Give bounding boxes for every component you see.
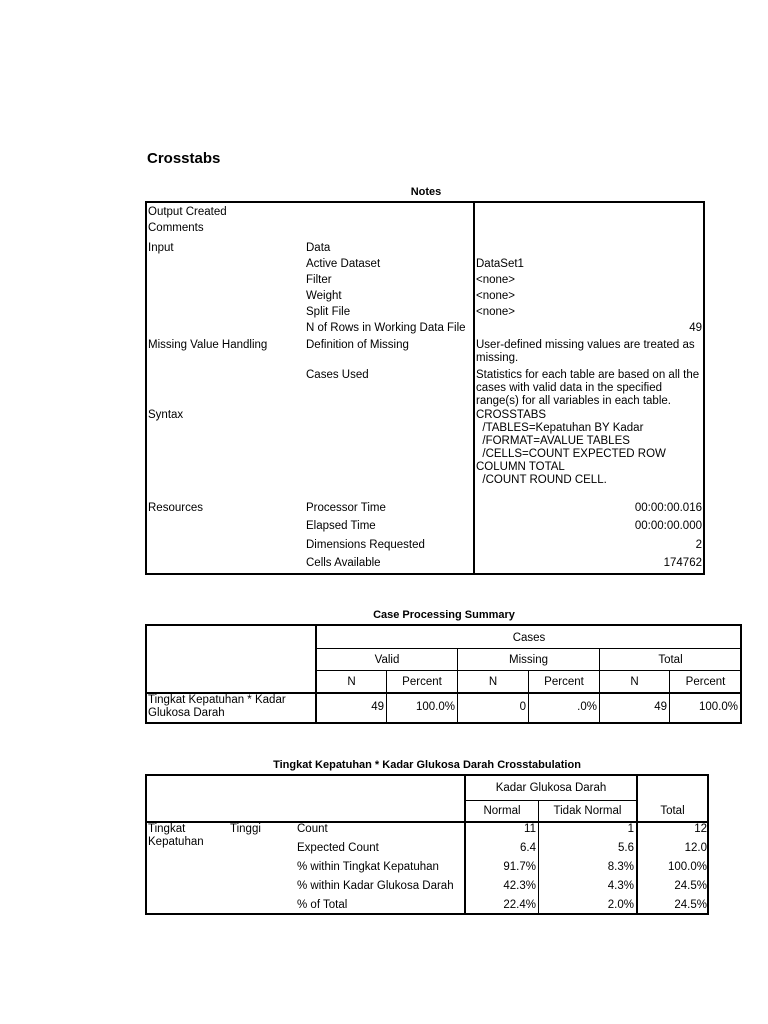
group-header-missing: Missing bbox=[509, 654, 548, 666]
comments-label: Comments bbox=[148, 222, 204, 234]
case-value: 0 bbox=[519, 701, 526, 713]
syntax-line: /FORMAT=AVALUE TABLES bbox=[476, 435, 630, 447]
output-created-label: Output Created bbox=[148, 206, 227, 218]
stat-label: Count bbox=[297, 823, 328, 835]
cases-used-label: Cases Used bbox=[306, 369, 369, 381]
syntax-line: COLUMN TOTAL bbox=[476, 461, 565, 473]
crosstab-cell: 100.0% bbox=[667, 861, 707, 873]
sub-header: Percent bbox=[402, 676, 442, 688]
stat-label: % within Tingkat Kepatuhan bbox=[297, 861, 439, 873]
stat-label: Expected Count bbox=[297, 842, 379, 854]
crosstab-cell: 24.5% bbox=[674, 880, 707, 892]
resource-value: 00:00:00.016 bbox=[634, 502, 702, 514]
crosstab-cell: 4.3% bbox=[607, 880, 634, 892]
case-value: 100.0% bbox=[698, 701, 738, 713]
category-label: Tinggi bbox=[230, 823, 261, 835]
group-header-valid: Valid bbox=[374, 654, 400, 666]
syntax-line: /TABLES=Kepatuhan BY Kadar bbox=[476, 422, 644, 434]
syntax-label: Syntax bbox=[148, 409, 184, 421]
definition-missing-label: Definition of Missing bbox=[306, 339, 409, 351]
sub-header: Percent bbox=[544, 676, 584, 688]
crosstab-cell: 12.0 bbox=[684, 842, 707, 854]
resource-label: Processor Time bbox=[306, 502, 386, 514]
notes-row-value: <none> bbox=[476, 290, 516, 302]
crosstab-title: Tingkat Kepatuhan * Kadar Glukosa Darah Crosstabulation bbox=[273, 759, 581, 771]
cases-used-value: Statistics for each table are based on all the cases with valid data in the specified range(s) for all variables in each table. bbox=[476, 369, 700, 407]
crosstab-cell: 22.4% bbox=[503, 899, 536, 911]
resource-label: Elapsed Time bbox=[306, 520, 376, 532]
crosstab-cell: 11 bbox=[524, 823, 536, 835]
column-header-total: Total bbox=[660, 805, 685, 817]
crosstab-cell: 6.4 bbox=[520, 842, 536, 854]
stat-label: % within Kadar Glukosa Darah bbox=[297, 880, 454, 892]
syntax-line: CROSSTABS bbox=[476, 409, 547, 421]
crosstab-cell: 2.0% bbox=[607, 899, 634, 911]
page-title: Crosstabs bbox=[147, 150, 221, 167]
sub-header: N bbox=[488, 676, 498, 688]
case-value: .0% bbox=[577, 701, 597, 713]
crosstab-cell: 12 bbox=[694, 823, 707, 835]
notes-row-label: Weight bbox=[306, 290, 342, 302]
resource-label: Cells Available bbox=[306, 557, 381, 569]
notes-row-label: N of Rows in Working Data File bbox=[306, 322, 466, 334]
sub-header: Percent bbox=[685, 676, 726, 688]
notes-row-value: 49 bbox=[689, 322, 702, 334]
case-summary-title: Case Processing Summary bbox=[373, 609, 515, 621]
row-var-label: Tingkat Kepatuhan bbox=[148, 823, 204, 848]
resource-value: 174762 bbox=[663, 557, 702, 569]
column-var-header: Kadar Glukosa Darah bbox=[495, 782, 607, 794]
crosstab-cell: 42.3% bbox=[503, 880, 536, 892]
case-value: 49 bbox=[654, 701, 667, 713]
notes-row-label: Split File bbox=[306, 306, 351, 318]
case-value: 49 bbox=[371, 701, 384, 713]
case-row-label: Tingkat Kepatuhan * Kadar Glukosa Darah bbox=[148, 694, 286, 719]
column-header-normal: Normal bbox=[483, 805, 521, 817]
crosstab-cell: 1 bbox=[627, 823, 634, 835]
notes-title: Notes bbox=[410, 186, 442, 198]
notes-row-label: Data bbox=[306, 242, 331, 254]
stat-label: % of Total bbox=[297, 899, 348, 911]
crosstab-cell: 5.6 bbox=[618, 842, 634, 854]
sub-header: N bbox=[347, 676, 356, 688]
sub-header: N bbox=[630, 676, 639, 688]
resources-label: Resources bbox=[148, 502, 203, 514]
crosstab-cell: 91.7% bbox=[503, 861, 536, 873]
resource-label: Dimensions Requested bbox=[306, 539, 425, 551]
crosstab-cell: 24.5% bbox=[674, 899, 707, 911]
notes-row-label: Active Dataset bbox=[306, 258, 381, 270]
notes-row-label: Filter bbox=[306, 274, 332, 286]
notes-row-value: DataSet1 bbox=[476, 258, 524, 270]
input-label: Input bbox=[148, 242, 174, 254]
notes-row-value: <none> bbox=[476, 274, 516, 286]
syntax-line: /COUNT ROUND CELL. bbox=[476, 474, 607, 486]
case-value: 100.0% bbox=[415, 701, 455, 713]
crosstab-cell: 8.3% bbox=[607, 861, 634, 873]
definition-missing-value: User-defined missing values are treated as missing. bbox=[476, 339, 695, 364]
resource-value: 2 bbox=[695, 539, 702, 551]
column-header-tidak-normal: Tidak Normal bbox=[553, 805, 622, 817]
missing-label: Missing Value Handling bbox=[148, 339, 268, 351]
cases-header: Cases bbox=[512, 632, 546, 644]
resource-value: 00:00:00.000 bbox=[634, 520, 702, 532]
notes-row-value: <none> bbox=[476, 306, 516, 318]
syntax-line: /CELLS=COUNT EXPECTED ROW bbox=[476, 448, 666, 460]
group-header-total: Total bbox=[658, 654, 683, 666]
